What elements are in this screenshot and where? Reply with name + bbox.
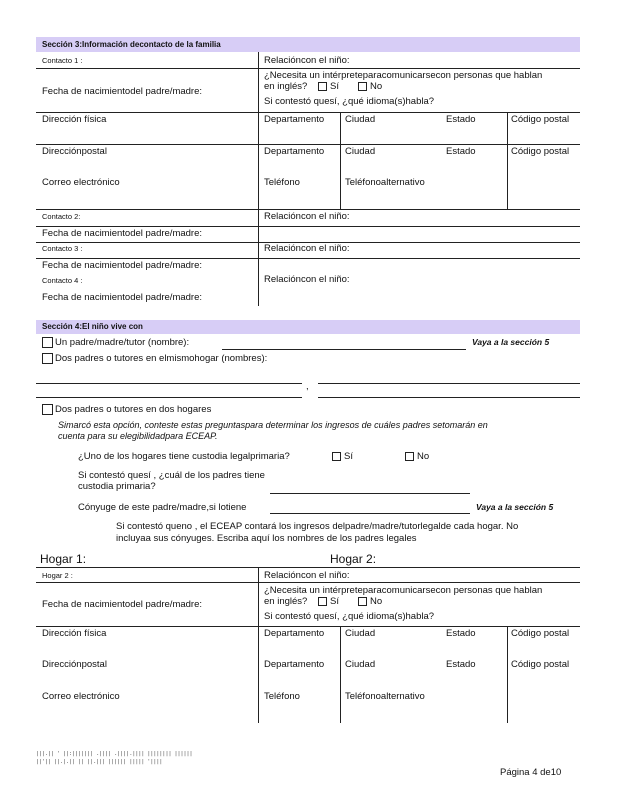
contact-1-physical-address-label: Dirección física (42, 114, 107, 125)
home-state-label: Estado (446, 628, 476, 639)
contact-1-postal-dept-label: Departamento (264, 146, 325, 157)
custody-question: ¿Uno de los hogares tiene custodia legalprimaria? (78, 451, 290, 462)
home-language-label: Si contestó quesí, ¿qué idioma(s)habla? (264, 611, 435, 622)
home-interpreter-q: ¿Necesita un intérpreteparacomunicarsecon personas que hablan (264, 585, 543, 596)
contact-1-label: Contacto 1 : (42, 56, 83, 65)
contact-1-postal-address-label: Direcciónpostal (42, 146, 107, 157)
section-4-title: Sección 4:El niño vive con (42, 322, 143, 331)
section-4-header (36, 320, 580, 334)
contact-1-birth-label: Fecha de nacimientodel padre/madre: (42, 86, 203, 97)
contact-3-label: Contacto 3 : (42, 244, 83, 253)
home-2-heading: Hogar 2: (330, 552, 377, 566)
contact-1-state-label: Estado (446, 114, 476, 125)
custody-no-checkbox[interactable] (405, 452, 414, 461)
contact-1-language-label: Si contestó quesí, ¿qué idioma(s)habla? (264, 96, 435, 107)
spouse-label: Cónyuge de este padre/madre,si lotiene (78, 502, 247, 513)
home-physical-address-label: Dirección física (42, 628, 107, 639)
home-postal-city-label: Ciudad (345, 659, 376, 670)
spouse-line[interactable] (270, 513, 470, 514)
contact-1-no-checkbox[interactable] (358, 82, 367, 91)
contact-1-interpreter-q2: en inglés? (264, 81, 308, 92)
which-parent-line[interactable] (270, 493, 470, 494)
contact-1-yes-checkbox[interactable] (318, 82, 327, 91)
parent-name-line-2[interactable] (318, 383, 580, 384)
home-postal-state-label: Estado (446, 659, 476, 670)
one-parent-checkbox[interactable] (42, 337, 53, 348)
one-parent-name-line[interactable] (222, 349, 466, 350)
contact-1-dept-label: Departamento (264, 114, 325, 125)
home-email-label: Correo electrónico (42, 691, 120, 702)
two-homes-instructions-2: cuenta para su elegibilidadpara ECEAP. (58, 431, 218, 441)
contact-4-label: Contacto 4 : (42, 276, 83, 285)
home-interpreter-q2: en inglés? (264, 596, 308, 607)
form-barcode-line-1: |||.|| ' ||:||||||| .|||| .||||.|||| |||||||| |||||| (36, 751, 193, 757)
home-no-checkbox[interactable] (358, 597, 367, 606)
home-relation-label: Relacióncon el niño: (264, 570, 350, 581)
contact-3-birth-label: Fecha de nacimientodel padre/madre: (42, 260, 203, 271)
two-same-home-checkbox[interactable] (42, 353, 53, 364)
which-parent-question-2: custodia primaria? (78, 481, 156, 492)
home-phone-label: Teléfono (264, 691, 300, 702)
section-3-header (36, 37, 580, 52)
home-zip-label: Código postal (511, 628, 570, 639)
section-3-title: Sección 3:Información decontacto de la familia (42, 40, 221, 49)
name-separator: , (306, 381, 309, 392)
contact-1-relation-label: Relacióncon el niño: (264, 55, 350, 66)
contact-1-no-label: No (370, 81, 383, 92)
two-homes-instructions-1: Simarcó esta opción, conteste estas preguntaspara determinar los ingresos de cuáles padres setomarán en (58, 420, 488, 430)
contact-1-postal-city-label: Ciudad (345, 146, 376, 157)
home-birth-label: Fecha de nacimientodel padre/madre: (42, 599, 203, 610)
home-postal-dept-label: Departamento (264, 659, 325, 670)
contact-2-birth-label: Fecha de nacimientodel padre/madre: (42, 228, 203, 239)
home-1-heading: Hogar 1: (40, 552, 87, 566)
home-postal-zip-label: Código postal (511, 659, 570, 670)
contact-1-alt-phone-label: Teléfonoalternativo (345, 177, 425, 188)
parent-name-line-1[interactable] (36, 383, 302, 384)
two-homes-label: Dos padres o tutores en dos hogares (55, 404, 212, 415)
home-yes-label: Sí (330, 596, 339, 607)
home-city-label: Ciudad (345, 628, 376, 639)
contact-1-city-label: Ciudad (345, 114, 376, 125)
page-number: Página 4 de10 (500, 767, 562, 778)
custody-no-label: No (417, 451, 430, 462)
home-dept-label: Departamento (264, 628, 325, 639)
which-parent-question-1: Si contestó quesí , ¿cuál de los padres tiene (78, 470, 265, 481)
home-yes-checkbox[interactable] (318, 597, 327, 606)
home-postal-address-label: Direcciónpostal (42, 659, 107, 670)
form-barcode-line-2: ||'|| ||.|.|| || ||.||| |||||| ||||| '|||| (36, 759, 163, 765)
contact-2-label: Contacto 2: (42, 212, 81, 221)
no-custody-note-2: incluyaa sus cónyuges. Escriba aquí los nombres de los padres legales (116, 533, 417, 544)
parent-name-line-4[interactable] (318, 397, 580, 398)
goto-section-5-b: Vaya a la sección 5 (476, 502, 554, 512)
two-homes-checkbox[interactable] (42, 404, 53, 415)
contact-1-postal-state-label: Estado (446, 146, 476, 157)
contact-1-postal-zip-label: Código postal (511, 146, 570, 157)
contact-1-zip-label: Código postal (511, 114, 570, 125)
custody-yes-checkbox[interactable] (332, 452, 341, 461)
contact-1-phone-label: Teléfono (264, 177, 300, 188)
contact-2-relation-label: Relacióncon el niño: (264, 211, 350, 222)
contact-4-birth-label: Fecha de nacimientodel padre/madre: (42, 292, 203, 303)
no-custody-note-1: Si contestó queno , el ECEAP contará los ingresos delpadre/madre/tutorlegalde cada hogar. No (116, 521, 519, 532)
contact-1-yes-label: Sí (330, 81, 339, 92)
parent-name-line-3[interactable] (36, 397, 302, 398)
two-same-home-label: Dos padres o tutores en elmismohogar (nombres): (55, 353, 268, 364)
custody-yes-label: Sí (344, 451, 353, 462)
goto-section-5: Vaya a la sección 5 (472, 337, 550, 347)
home-label: Hogar 2 : (42, 571, 73, 580)
contact-1-email-label: Correo electrónico (42, 177, 120, 188)
home-no-label: No (370, 596, 383, 607)
contact-4-relation-label: Relacióncon el niño: (264, 274, 350, 285)
home-alt-phone-label: Teléfonoalternativo (345, 691, 425, 702)
one-parent-label: Un padre/madre/tutor (nombre): (55, 337, 190, 348)
contact-3-relation-label: Relacióncon el niño: (264, 243, 350, 254)
contact-1-interpreter-q: ¿Necesita un intérpreteparacomunicarsecon personas que hablan (264, 70, 543, 81)
